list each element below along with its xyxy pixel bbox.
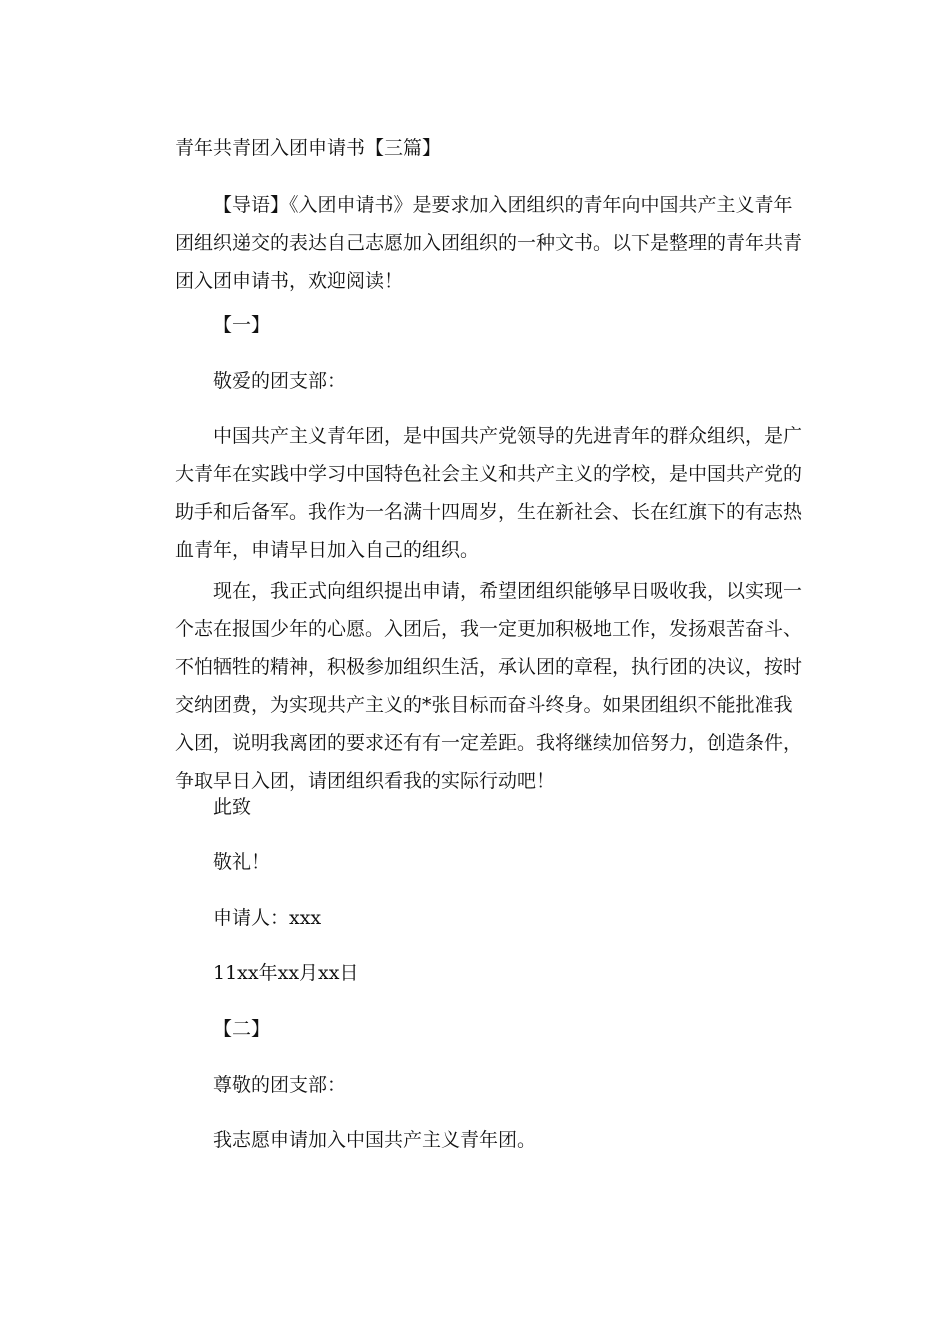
section-2-first-line: 我志愿申请加入中国共产主义青年团。	[213, 1129, 537, 1151]
section-1-salutation: 敬爱的团支部：	[213, 370, 347, 392]
section-1-closing-2: 敬礼！	[213, 851, 271, 873]
section-1-paragraph-1: 中国共产主义青年团，是中国共产党领导的先进青年的群众组织，是广大青年在实践中学习中国特色社会主义和共产主义的学校，是中国共产党的助手和后备军。我作为一名满十四周岁，生在新社会、长在红旗下的有志热血青年，申请早日加入自己的组织。	[175, 425, 803, 561]
intro-paragraph: 【导语】《入团申请书》是要求加入团组织的青年向中国共产主义青年团组织递交的表达自己志愿加入团组织的一种文书。以下是整理的青年共青团入团申请书，欢迎阅读！	[175, 194, 803, 292]
section-2-heading: 【二】	[213, 1018, 271, 1040]
section-2-salutation: 尊敬的团支部：	[213, 1074, 347, 1096]
section-1-date: 11xx年xx月xx日	[213, 962, 359, 984]
section-1-paragraph-2: 现在，我正式向组织提出申请，希望团组织能够早日吸收我，以实现一个志在报国少年的心愿。入团后，我一定更加积极地工作，发扬艰苦奋斗、不怕牺牲的精神，积极参加组织生活，承认团的章程，执行团的决议，按时交纳团费，为实现共产主义的*张目标而奋斗终身。如果团组织不能批准我入团，说明我离团的要求还有有一定差距。我将继续加倍努力，创造条件，争取早日入团，请团组织看我的实际行动吧！	[175, 580, 803, 792]
document-title: 青年共青团入团申请书【三篇】	[175, 137, 442, 159]
section-1-closing-1: 此致	[213, 796, 252, 818]
section-1-applicant: 申请人：xxx	[213, 907, 322, 929]
section-1-heading: 【一】	[213, 314, 271, 336]
